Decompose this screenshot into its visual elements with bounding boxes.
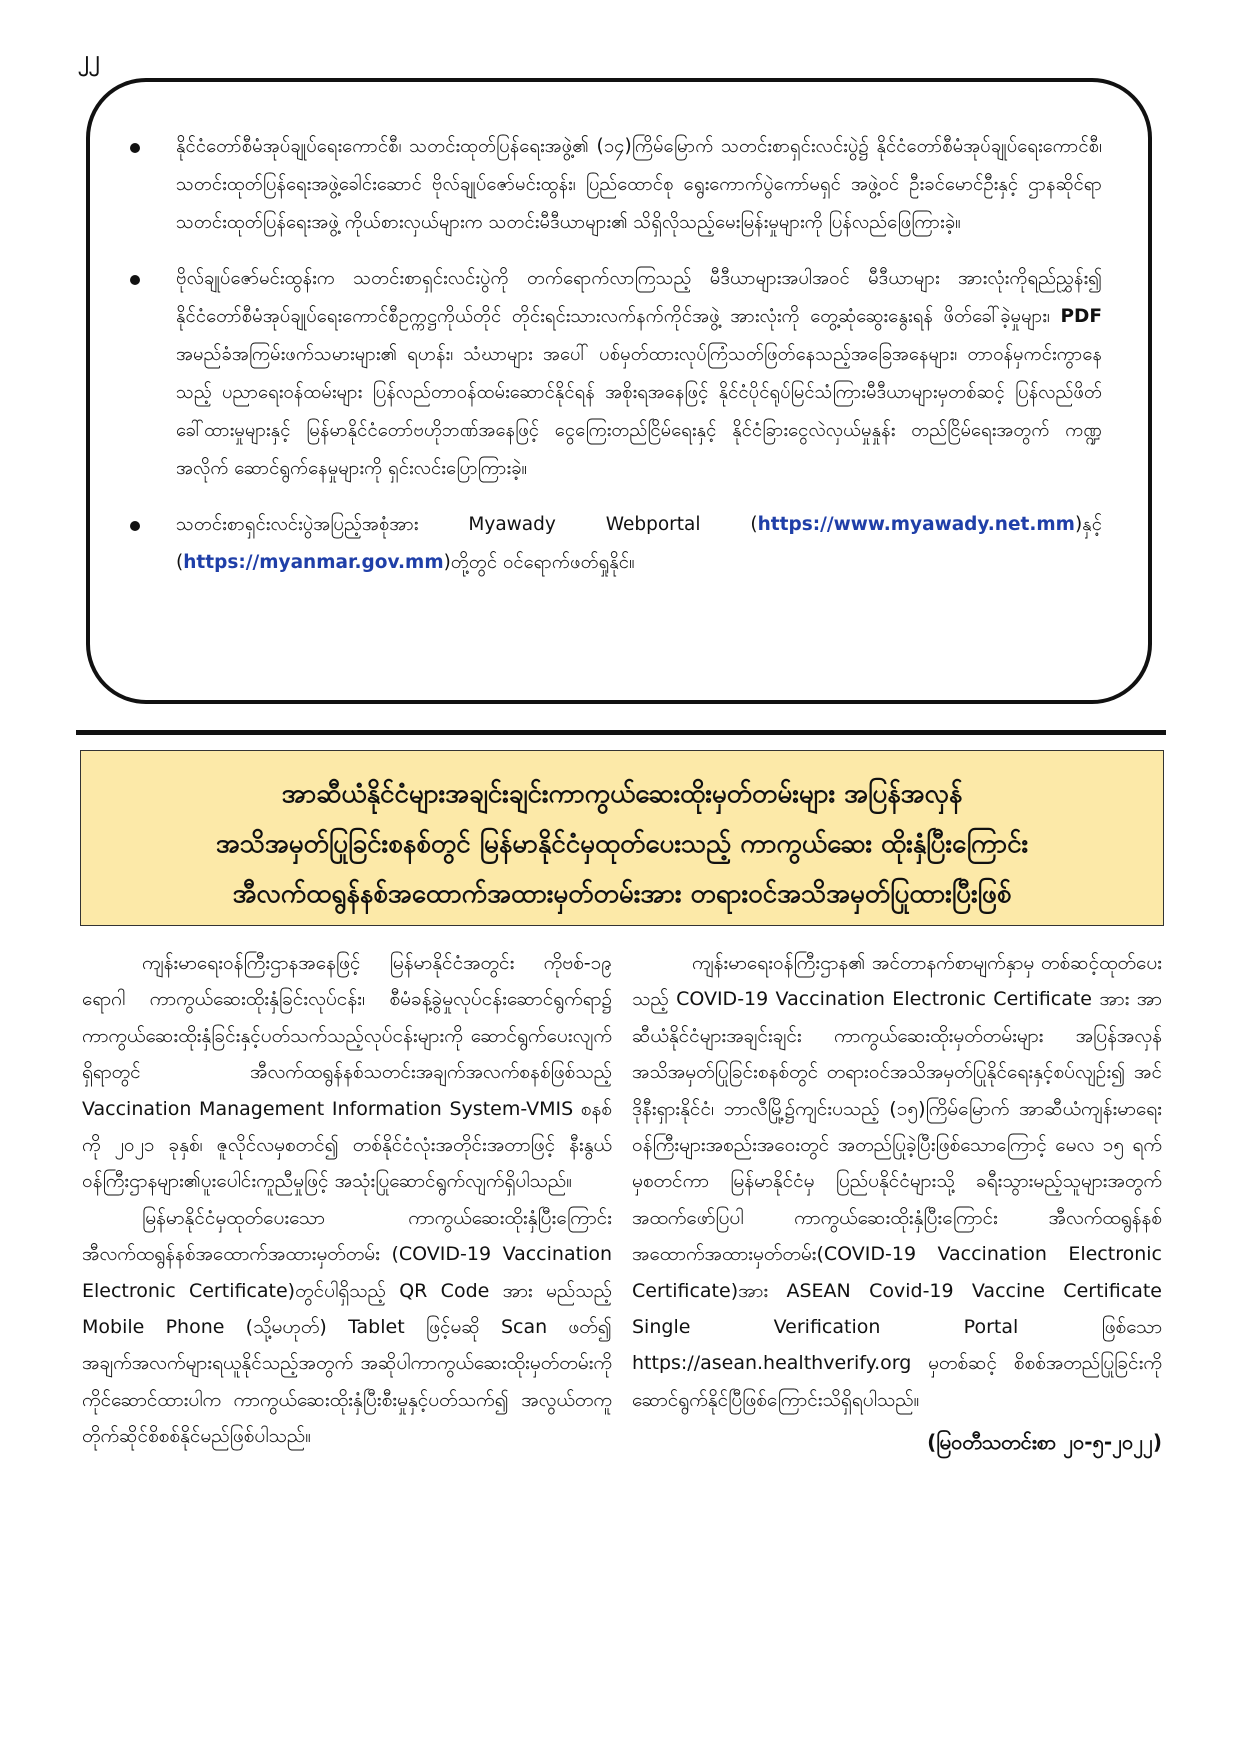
myanmar-gov-link[interactable]: https://myanmar.gov.mm	[183, 552, 444, 573]
article-paragraph: ကျန်းမာရေးဝန်ကြီးဌာနအနေဖြင့် မြန်မာနိုင်ငံအတွင်း ကိုဗစ်-၁၉ ရောဂါ ကာကွယ်ဆေးထိုးနှံခြင်းလုပ်ငန်း၊ စီမံခန့်ခွဲမှုလုပ်ငန်းဆောင်ရွက်ရာ၌ ကာကွယ်ဆေးထိုးနှံခြင်းနှင့်ပတ်သက်သည့်လုပ်ငန်းများကို ဆောင်ရွက်ပေးလျက်ရှိရာတွင် အီလက်ထရွန်နစ်သတင်းအချက်အလက်စနစ်ဖြစ်သည့် Vaccination Management Information System-VMIS စနစ်ကို ၂၀၂၁ ခုနှစ်၊ ဇူလိုင်လမှစတင်၍ တစ်နိုင်ငံလုံးအတိုင်းအတာဖြင့် နီးနွယ်ဝန်ကြီးဌာနများ၏ပူးပေါင်းကူညီမှုဖြင့် အသုံးပြုဆောင်ရွက်လျက်ရှိပါသည်။	[82, 952, 612, 1193]
bullet-dot-icon	[130, 521, 140, 531]
article-right-column	[632, 945, 1162, 1705]
article-body	[82, 945, 1162, 1705]
summary-box	[86, 78, 1152, 704]
article-left-column	[82, 945, 612, 1705]
bullet-text: နိုင်ငံတော်စီမံအုပ်ချုပ်ရေးကောင်စီ၊ သတင်းထုတ်ပြန်ရေးအဖွဲ့၏ (၁၄)ကြိမ်မြောက် သတင်းစာရှင်းလင်းပွဲ၌ နိုင်ငံတော်စီမံအုပ်ချုပ်ရေးကောင်စီ၊ သတင်းထုတ်ပြန်ရေးအဖွဲ့ခေါင်းဆောင် ဗိုလ်ချုပ်ဇော်မင်းထွန်း၊ ပြည်ထောင်စု ရွေးကောက်ပွဲကော်မရှင် အဖွဲ့ဝင် ဦးခင်မောင်ဦးနှင့် ဌာနဆိုင်ရာသတင်းထုတ်ပြန်ရေးအဖွဲ့ ကိုယ်စားလှယ်များက သတင်းမီဒီယာများ၏ သိရှိလိုသည့်မေးမြန်းမှုများကို ပြန်လည်ဖြေကြားခဲ့။	[176, 136, 1102, 233]
bullet-dot-icon	[130, 275, 140, 285]
myawady-link[interactable]: https://www.myawady.net.mm	[757, 514, 1075, 535]
headline-line-3: အီလက်ထရွန်နစ်အထောက်အထားမှတ်တမ်းအား တရားဝင်အသိအမှတ်ပြုထားပြီးဖြစ်	[232, 879, 1012, 909]
article-paragraph: ကျန်းမာရေးဝန်ကြီးဌာန၏ အင်တာနက်စာမျက်နှာမှ တစ်ဆင့်ထုတ်ပေးသည့် COVID-19 Vaccination Electronic Certificate အား အာဆီယံနိုင်ငံများအချင်းချင်း ကာကွယ်ဆေးထိုးမှတ်တမ်းများ အပြန်အလှန်အသိအမှတ်ပြုခြင်းစနစ်တွင် တရားဝင်အသိအမှတ်ပြုနိုင်ရေးနှင့်စပ်လျဉ်း၍ အင်ဒိုနီးရှားနိုင်ငံ၊ ဘာလီမြို့၌ကျင်းပသည့် (၁၅)ကြိမ်မြောက် အာဆီယံကျန်းမာရေးဝန်ကြီးများအစည်းအဝေးတွင် အတည်ပြုခဲ့ပြီးဖြစ်သောကြောင့် မေလ ၁၅ ရက်မှစတင်ကာ မြန်မာနိုင်ငံမှ ပြည်ပနိုင်ငံများသို့ ခရီးသွားမည့်သူများအတွက် အထက်ဖော်ပြပါ ကာကွယ်ဆေးထိုးနှံပြီးကြောင်း အီလက်ထရွန်နစ်အထောက်အထားမှတ်တမ်း(COVID-19 Vaccination Electronic Certificate)အား ASEAN Covid-19 Vaccine Certificate Single Verification Portal ဖြစ်သော https://asean.healthverify.org မှတစ်ဆင့် စိစစ်အတည်ပြုခြင်းကို ဆောင်ရွက်နိုင်ပြီဖြစ်ကြောင်းသိရှိရပါသည်။	[632, 952, 1162, 1411]
headline-box	[80, 750, 1164, 926]
article-paragraph: မြန်မာနိုင်ငံမှထုတ်ပေးသော ကာကွယ်ဆေးထိုးနှံပြီးကြောင်း အီလက်ထရွန်နစ်အထောက်အထားမှတ်တမ်း (COVID-19 Vaccination Electronic Certificate)တွင်ပါရှိသည့် QR Code အား မည်သည့် Mobile Phone (သို့မဟုတ်) Tablet ဖြင့်မဆို Scan ဖတ်၍ အချက်အလက်များရယူနိုင်သည့်အတွက် အဆိုပါကာကွယ်ဆေးထိုးမှတ်တမ်းကို ကိုင်ဆောင်ထားပါက ကာကွယ်ဆေးထိုးနှံပြီးစီးမှုနှင့်ပတ်သက်၍ အလွယ်တကူတိုက်ဆိုင်စိစစ်နိုင်မည်ဖြစ်ပါသည်။	[82, 1206, 612, 1448]
bullet-item-full-coverage	[130, 506, 1102, 582]
bullet-text-end: )တို့တွင် ဝင်ရောက်ဖတ်ရှုနိုင်။	[443, 552, 635, 573]
summary-bullet-list	[130, 128, 1102, 582]
bullet-bold-term: PDF	[1060, 306, 1102, 327]
section-divider	[76, 730, 1166, 735]
bullet-text-mid: )နှင့် (	[176, 514, 1102, 573]
bullet-text: ဗိုလ်ချုပ်ဇော်မင်းထွန်းက သတင်းစာရှင်းလင်းပွဲကို တက်ရောက်လာကြသည့် မီဒီယာများအပါအဝင် မီဒီယာများ အားလုံးကိုရည်ညွှန်း၍ နိုင်ငံတော်စီမံအုပ်ချုပ်ရေးကောင်စီဥက္ကဋ္ဌကိုယ်တိုင် တိုင်းရင်းသားလက်နက်ကိုင်အဖွဲ့ အားလုံးကို တွေ့ဆုံဆွေးနွေးရန် ဖိတ်ခေါ်ခဲ့မှုများ၊	[176, 268, 1102, 327]
headline-line-1: အာဆီယံနိုင်ငံများအချင်းချင်းကာကွယ်ဆေးထိုးမှတ်တမ်းများ အပြန်အလှန်	[281, 779, 963, 809]
bullet-dot-icon	[130, 143, 140, 153]
bullet-item-press-conference	[130, 128, 1102, 242]
article-source: (မြဝတီသတင်းစာ ၂၀-၅-၂၀၂၂)	[927, 1430, 1162, 1455]
bullet-text-continued: အမည်ခံအကြမ်းဖက်သမားများ၏ ရဟန်း၊ သံဃာများ အပေါ် ပစ်မှတ်ထားလုပ်ကြံသတ်ဖြတ်နေသည့်အခြေအနေများ၊ တာဝန်မှကင်းကွာနေသည့် ပညာရေးဝန်ထမ်းများ ပြန်လည်တာဝန်ထမ်းဆောင်နိုင်ရန် အစိုးရအနေဖြင့် နိုင်ငံပိုင်ရုပ်မြင်သံကြားမီဒီယာများမှတစ်ဆင့် ပြန်လည်ဖိတ်ခေါ်ထားမှုများနှင့် မြန်မာနိုင်ငံတော်ဗဟိုဘဏ်အနေဖြင့် ငွေကြေးတည်ငြိမ်ရေးနှင့် နိုင်ငံခြားငွေလဲလှယ်မှုနှုန်း တည်ငြိမ်ရေးအတွက် ကဏ္ဍအလိုက် ဆောင်ရွက်နေမှုများကို ရှင်းလင်းပြောကြားခဲ့။	[176, 344, 1102, 479]
headline-line-2: အသိအမှတ်ပြုခြင်းစနစ်တွင် မြန်မာနိုင်ငံမှထုတ်ပေးသည့် ကာကွယ်ဆေး ထိုးနှံပြီးကြောင်း	[215, 829, 1029, 859]
page-number: ၂၂	[78, 47, 100, 72]
bullet-item-explanations	[130, 260, 1102, 488]
bullet-text: သတင်းစာရှင်းလင်းပွဲအပြည့်အစုံအား Myawady Webportal (	[176, 514, 758, 535]
